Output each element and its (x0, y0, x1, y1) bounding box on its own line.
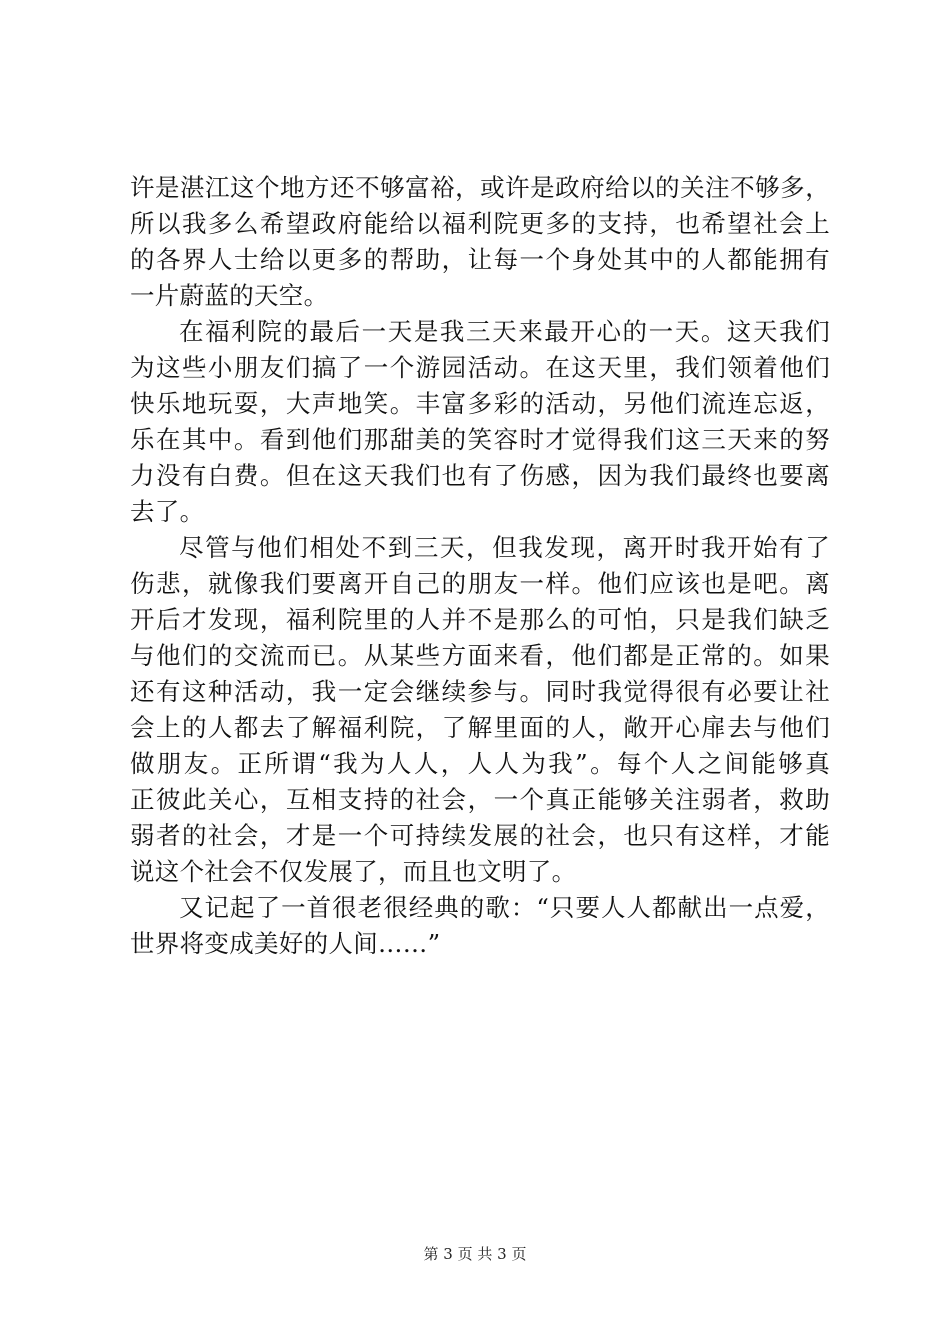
text-line: 开后才发现，福利院里的人并不是那么的可怕，只是我们缺乏 (130, 605, 830, 634)
text-line: 世界将变成美好的人间……” (130, 929, 441, 958)
paragraph-4 (130, 890, 830, 962)
text-line: 会上的人都去了解福利院，了解里面的人，敞开心扉去与他们 (130, 713, 830, 742)
text-line: 说这个社会不仅发展了，而且也文明了。 (130, 857, 577, 886)
text-line: 去了。 (130, 497, 205, 526)
text-line: 快乐地玩耍，大声地笑。丰富多彩的活动，另他们流连忘返， (130, 389, 830, 418)
text-line: 在福利院的最后一天是我三天来最开心的一天。这天我们 (179, 317, 830, 346)
text-line: 又记起了一首很老很经典的歌：“只要人人都献出一点爱， (179, 893, 830, 922)
text-line: 还有这种活动，我一定会继续参与。同时我觉得很有必要让社 (130, 677, 830, 706)
text-line: 许是湛江这个地方还不够富裕，或许是政府给以的关注不够多， (130, 173, 830, 202)
page-number-footer: 第 3 页 共 3 页 (423, 1245, 527, 1263)
text-line: 乐在其中。看到他们那甜美的笑容时才觉得我们这三天来的努 (130, 425, 830, 454)
paragraph-2 (130, 314, 830, 530)
text-line: 一片蔚蓝的天空。 (130, 281, 329, 310)
text-line: 的各界人士给以更多的帮助，让每一个身处其中的人都能拥有 (130, 245, 830, 274)
paragraph-3 (130, 530, 830, 890)
text-line: 为这些小朋友们搞了一个游园活动。在这天里，我们领着他们 (130, 353, 830, 382)
text-line: 力没有白费。但在这天我们也有了伤感，因为我们最终也要离 (130, 461, 830, 490)
paragraph-1 (130, 170, 830, 314)
text-line: 正彼此关心，互相支持的社会，一个真正能够关注弱者，救助 (130, 785, 830, 814)
text-line: 弱者的社会，才是一个可持续发展的社会，也只有这样，才能 (130, 821, 830, 850)
document-body (130, 170, 830, 962)
text-line: 伤悲，就像我们要离开自己的朋友一样。他们应该也是吧。离 (130, 569, 830, 598)
text-line: 做朋友。正所谓“我为人人，人人为我”。每个人之间能够真 (130, 749, 830, 778)
text-line: 尽管与他们相处不到三天，但我发现，离开时我开始有了 (179, 533, 830, 562)
text-line: 所以我多么希望政府能给以福利院更多的支持，也希望社会上 (130, 209, 830, 238)
text-line: 与他们的交流而已。从某些方面来看，他们都是正常的。如果 (130, 641, 830, 670)
